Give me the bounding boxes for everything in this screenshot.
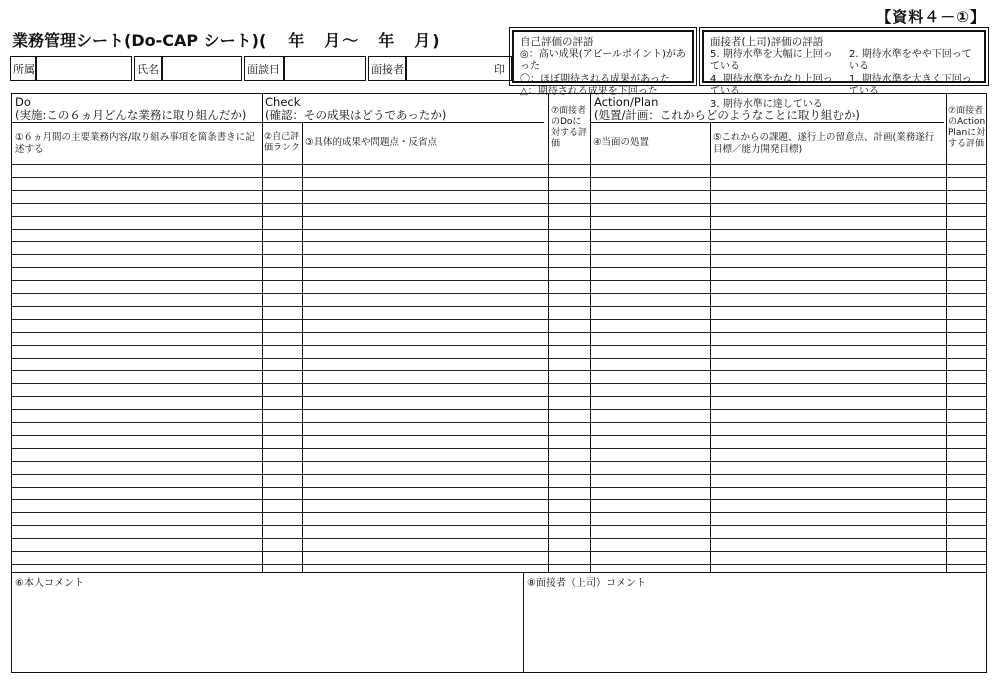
- page-title: [12, 28, 442, 51]
- col7-do-eval-header: ⑦面接者のDoに対する評価: [551, 106, 588, 149]
- boss-comment-label: ⑧面接者（上司）コメント: [527, 578, 646, 589]
- header-separator: [590, 122, 944, 123]
- writing-rows[interactable]: [12, 164, 986, 572]
- self-eval-item: 〇：ほぼ期待される成果があった: [520, 73, 670, 85]
- name-field[interactable]: [162, 56, 242, 81]
- boss-eval-heading: 面接者(上司)評価の評語: [710, 36, 824, 48]
- self-comment-label: ⑥本人コメント: [15, 578, 84, 589]
- self-eval-heading: 自己評価の評語: [520, 36, 594, 48]
- interview-date-label: 面談日: [244, 56, 284, 81]
- title-period: 年 月～ 年 月): [288, 31, 442, 50]
- ruled-line: [12, 435, 986, 436]
- check-title: Check: [265, 95, 301, 109]
- seal-mark: 印: [494, 63, 505, 76]
- do-subtitle: (実施:この６ヵ月どんな業務に取り組んだか): [15, 108, 247, 122]
- boss-eval-item: 1. 期待水準を大きく下回っている: [849, 73, 972, 97]
- ruled-line: [12, 216, 986, 217]
- boss-eval-item: 2. 期待水準をやや下回っている: [849, 48, 972, 72]
- ruled-line: [12, 370, 986, 371]
- ruled-line: [12, 164, 986, 165]
- ruled-line: [12, 448, 986, 449]
- col1-header: ①６ヵ月間の主要業務内容/取り組み事項を箇条書きに記述する: [15, 132, 255, 155]
- dept-label: 所属: [10, 56, 36, 81]
- ruled-line: [12, 241, 986, 242]
- dept-field[interactable]: [36, 56, 132, 81]
- ruled-line: [12, 229, 986, 230]
- boss-eval-item: 4. 期待水準をかなり上回っている: [710, 73, 833, 97]
- header-separator: [12, 122, 544, 123]
- ruled-line: [12, 319, 986, 320]
- self-eval-legend: [512, 30, 694, 97]
- col4-header: ④当面の処置: [593, 137, 650, 148]
- do-title: Do: [15, 95, 31, 109]
- boss-eval-item: 5. 期待水準を大幅に上回っている: [710, 48, 833, 72]
- do-header: [15, 96, 260, 122]
- interview-date-field[interactable]: [284, 56, 366, 81]
- ruled-line: [12, 203, 986, 204]
- col2-header: ②自己評価ランク: [264, 132, 300, 153]
- self-comment-field[interactable]: [12, 587, 523, 672]
- main-table: [11, 93, 987, 573]
- ruled-line: [12, 474, 986, 475]
- ruled-line: [12, 267, 986, 268]
- col5-header: ⑤これからの課題、遂行上の留意点、計画(業務遂行目標／能力開発目標): [713, 132, 935, 155]
- ruled-line: [12, 409, 986, 410]
- boss-eval-item: 3. 期待水準に達している: [710, 98, 823, 110]
- ruled-line: [12, 293, 986, 294]
- check-header: [265, 96, 545, 122]
- ruled-line: [12, 512, 986, 513]
- ruled-line: [12, 487, 986, 488]
- ruled-line: [12, 345, 986, 346]
- ruled-line: [12, 190, 986, 191]
- interviewer-label: 面接者: [368, 56, 406, 81]
- title-main: 業務管理シート(Do-CAP シート)(: [12, 31, 267, 50]
- boss-eval-legend: [702, 30, 986, 110]
- ruled-line: [12, 383, 986, 384]
- ruled-line: [12, 280, 986, 281]
- action-title: Action/Plan: [594, 95, 659, 109]
- ruled-line: [12, 538, 986, 539]
- ruled-line: [12, 499, 986, 500]
- ruled-line: [12, 396, 986, 397]
- ruled-line: [12, 422, 986, 423]
- action-header: [594, 96, 944, 122]
- self-eval-item: ◎：高い成果(アピールポイント)があった: [520, 48, 686, 72]
- ruled-line: [12, 525, 986, 526]
- interviewer-field[interactable]: [406, 56, 512, 81]
- comment-area: [11, 572, 987, 673]
- ruled-line: [12, 461, 986, 462]
- boss-comment-field[interactable]: [524, 587, 986, 672]
- ruled-line: [12, 358, 986, 359]
- ruled-line: [12, 254, 986, 255]
- action-subtitle: (処置/計画：これからどのようなことに取り組むか): [594, 108, 860, 122]
- ruled-line: [12, 564, 986, 565]
- ruled-line: [12, 306, 986, 307]
- ruled-line: [12, 551, 986, 552]
- ruled-line: [12, 177, 986, 178]
- check-subtitle: (確認：その成果はどうであったか): [265, 108, 447, 122]
- col7-ap-eval-header: ⑦面接者のAction Planに対する評価: [948, 106, 986, 149]
- col3-header: ③具体的成果や問題点・反省点: [305, 137, 438, 148]
- name-label: 氏名: [134, 56, 162, 81]
- ruled-line: [12, 332, 986, 333]
- self-eval-item: △：期待される成果を下回った: [520, 86, 658, 97]
- document-reference: 【資料４－①】: [876, 8, 986, 26]
